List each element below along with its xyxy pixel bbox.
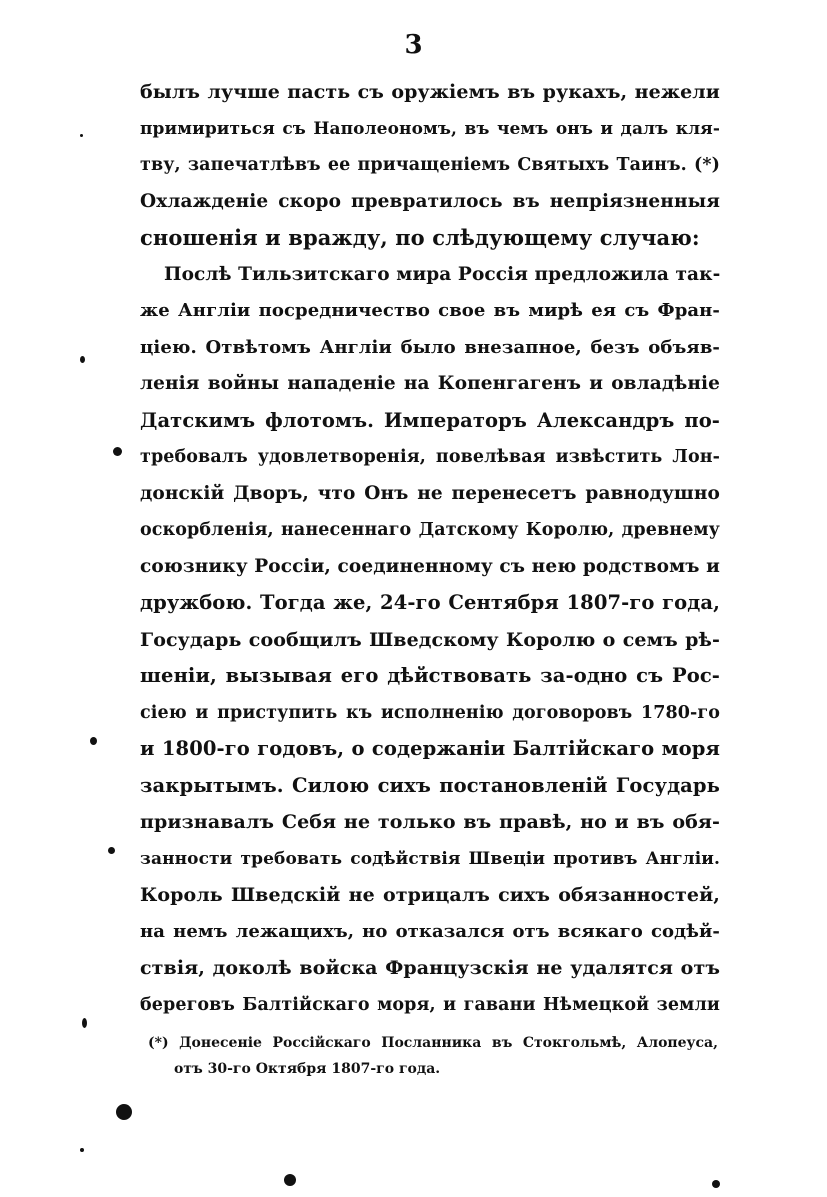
scan-speck [712, 1180, 720, 1188]
scan-speck [284, 1174, 296, 1186]
text-line: шеніи, вызывая его дѣйствовать за-одно съ Рос- [140, 664, 720, 687]
text-line: сіею и приступить къ исполненію договоровъ 1780-го [140, 702, 720, 723]
text-line: требовалъ удовлетворенія, повелѣвая извѣстить Лон- [140, 447, 720, 467]
text-line: занности требовать содѣйствія Швеціи противъ Англіи. [140, 848, 720, 869]
text-line: былъ лучше пасть съ оружіемъ въ рукахъ, нежели [140, 81, 720, 103]
page-number: 3 [404, 30, 423, 60]
text-line: Государь сообщилъ Шведскому Королю о семъ рѣ- [140, 628, 720, 651]
text-line: Охлажденіе скоро превратилось въ непріязненныя [140, 190, 720, 212]
text-line: ціею. Отвѣтомъ Англіи было внезапное, безъ объяв- [140, 336, 720, 358]
text-line: Король Шведскій не отрицалъ сихъ обязанностей, [140, 884, 720, 906]
body-text [140, 74, 720, 1023]
text-line: ствія, доколѣ войска Французскія не удалятся отъ [140, 957, 720, 979]
scan-speck [116, 1104, 132, 1120]
text-line: оскорбленія, нанесеннаго Датскому Королю, древнему [140, 520, 720, 540]
scan-speck [80, 356, 85, 363]
scan-speck [82, 1018, 87, 1028]
text-line: же Англіи посредничество свое въ мирѣ ея съ Фран- [140, 300, 720, 321]
text-line: ленія войны нападеніе на Копенгагенъ и овладѣніе [140, 373, 720, 394]
scan-speck [80, 134, 83, 137]
text-line: на немъ лежащихъ, но отказался отъ всякаго содѣй- [140, 920, 720, 942]
scan-speck [90, 737, 97, 745]
footnote-line: отъ 30-го Октября 1807-го года. [174, 1061, 441, 1077]
text-line: и 1800-го годовъ, о содержаніи Балтійскаго моря [140, 737, 720, 760]
scan-speck [113, 447, 122, 456]
text-line: примириться съ Наполеономъ, въ чемъ онъ и далъ кля- [140, 118, 720, 139]
text-line: тву, запечатлѣвъ ее причащеніемъ Святыхъ Таинъ. (*) [140, 155, 720, 175]
scan-speck [80, 1148, 84, 1152]
text-line: береговъ Балтійскаго моря, и гавани Нѣмецкой земли [140, 994, 720, 1015]
text-line: сношенія и вражду, по слѣдующему случаю: [140, 225, 700, 250]
footnote-line: (*) Донесеніе Россійскаго Посланника въ Стокгольмѣ, Алопеуса, [148, 1035, 718, 1051]
text-line: Послѣ Тильзитскаго мира Россія предложила так- [164, 263, 721, 285]
text-line: донскій Дворъ, что Онъ не перенесетъ равнодушно [140, 482, 720, 504]
footnote [148, 1030, 718, 1082]
text-line: Датскимъ флотомъ. Императоръ Александръ по- [140, 408, 720, 432]
text-line: закрытымъ. Силою сихъ постановленій Государь [140, 773, 720, 797]
text-line: союзнику Россіи, соединенному съ нею родствомъ и [140, 555, 720, 577]
text-line: признавалъ Себя не только въ правѣ, но и въ обя- [140, 811, 720, 833]
scan-speck [108, 847, 115, 854]
text-line: дружбою. Тогда же, 24-го Сентября 1807-го года, [140, 591, 720, 614]
